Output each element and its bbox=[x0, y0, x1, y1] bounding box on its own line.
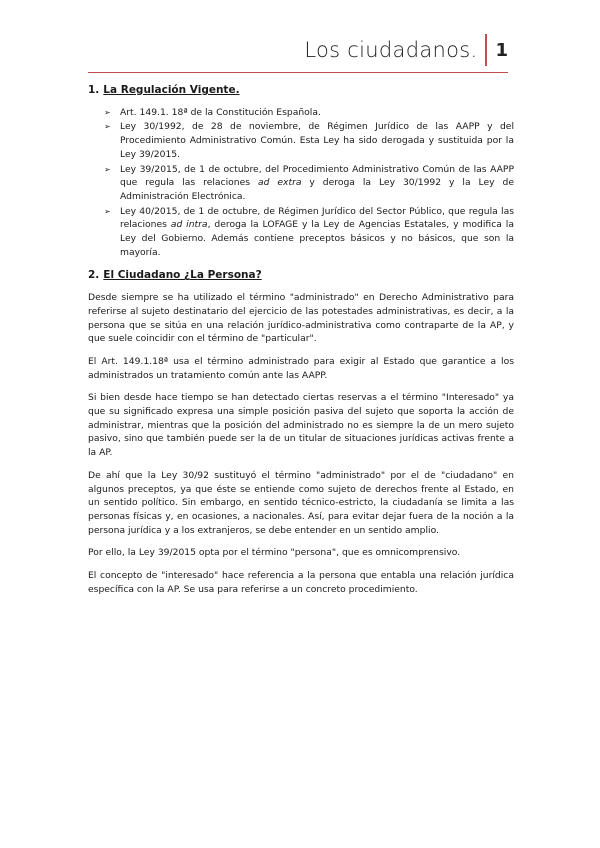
header-separator bbox=[485, 34, 487, 66]
item-text: Ley 40/2015, de 1 de octubre, de Régimen Jurídico del Sector Público, que regula las relaciones bbox=[120, 205, 514, 231]
paragraph: Si bien desde hace tiempo se han detectado ciertas reservas a el término "Interesado" ya que su significado expresa una simple posición pasiva del sujeto que soporta la acción de administrar, mientras que la posición del administrado no es siempre la de un mero sujeto pasivo, sino que también puede ser la de un titular de situaciones jurídicas activas frente a la AP. bbox=[88, 392, 514, 459]
regulation-item bbox=[88, 120, 514, 161]
page-number: 1 bbox=[495, 39, 508, 61]
item-text: Ley 39/2015, de 1 de octubre, del Procedimiento Administrativo Común de las AAPP que regula las relaciones bbox=[120, 163, 514, 189]
section-1-title: La Regulación Vigente. bbox=[103, 84, 240, 96]
italic-term: ad intra bbox=[170, 219, 208, 231]
item-text: y deroga la Ley 30/1992 y la Ley de Administración Electrónica. bbox=[120, 177, 515, 202]
paragraph: De ahí que la Ley 30/92 sustituyó el término "administrado" por el de "ciudadano" en algunos preceptos, ya que éste se entiende como sujeto de derechos frente al Estado, en un sentido político. Sin embargo, en sentido técnico-estricto, la ciudadanía se limita a las personas físicas y, en ocasiones, a nacionales. Así, para evitar dejar fuera de la noción a la persona jurídica y a los extranjeros, se debe entender en un sentido amplio. bbox=[88, 469, 514, 536]
header-rule bbox=[88, 72, 508, 73]
arrow-bullet-icon: ➢ bbox=[104, 122, 111, 132]
document-body bbox=[88, 84, 514, 606]
item-text: , deroga la LOFAGE y la Ley de Agencias Estatales, y modifica la Ley del Gobierno. Además contiene preceptos básicos y no básicos, que son la mayoría. bbox=[120, 219, 514, 258]
section-2-number: 2. bbox=[88, 269, 100, 282]
item-text: Art. 149.1. 18ª de la Constitución Española. bbox=[120, 106, 321, 118]
header-title: Los ciudadanos. bbox=[304, 38, 478, 62]
regulation-item bbox=[88, 106, 514, 120]
regulation-list bbox=[88, 106, 514, 260]
italic-term: ad extra bbox=[257, 177, 302, 189]
paragraph: El concepto de "interesado" hace referencia a la persona que entabla una relación jurídica específica con la AP. Se usa para referirse a un concreto procedimiento. bbox=[88, 570, 514, 595]
page-header bbox=[304, 34, 508, 66]
section-1-number: 1. bbox=[88, 84, 100, 96]
paragraph: Por ello, la Ley 39/2015 opta por el término "persona", que es omnicomprensivo. bbox=[88, 547, 461, 559]
regulation-item bbox=[88, 163, 514, 204]
arrow-bullet-icon: ➢ bbox=[104, 164, 111, 174]
paragraph: Desde siempre se ha utilizado el término "administrado" en Derecho Administrativo para referirse al sujeto destinatario del ejercicio de las potestades administrativas, es decir, a la persona que se sitúa en una relación jurídico-administrativa como contraparte de la AP, y que suele coincidir con el término de "particular". bbox=[88, 292, 514, 345]
arrow-bullet-icon: ➢ bbox=[104, 107, 111, 117]
section-2-paragraphs bbox=[88, 291, 514, 596]
item-text: Ley 30/1992, de 28 de noviembre, de Régimen Jurídico de las AAPP y del Procedimiento Administrativo Común. Esta Ley ha sido derogada y sustituida por la Ley 39/2015. bbox=[120, 121, 514, 160]
paragraph: El Art. 149.1.18ª usa el término administrado para exigir al Estado que garantice a los administrados un tratamiento común ante las AAPP. bbox=[88, 355, 514, 381]
section-2-heading bbox=[88, 269, 514, 283]
arrow-bullet-icon: ➢ bbox=[104, 206, 111, 216]
regulation-item bbox=[88, 205, 514, 260]
section-2-title: El Ciudadano ¿La Persona? bbox=[103, 269, 262, 282]
section-1-heading bbox=[88, 84, 514, 98]
